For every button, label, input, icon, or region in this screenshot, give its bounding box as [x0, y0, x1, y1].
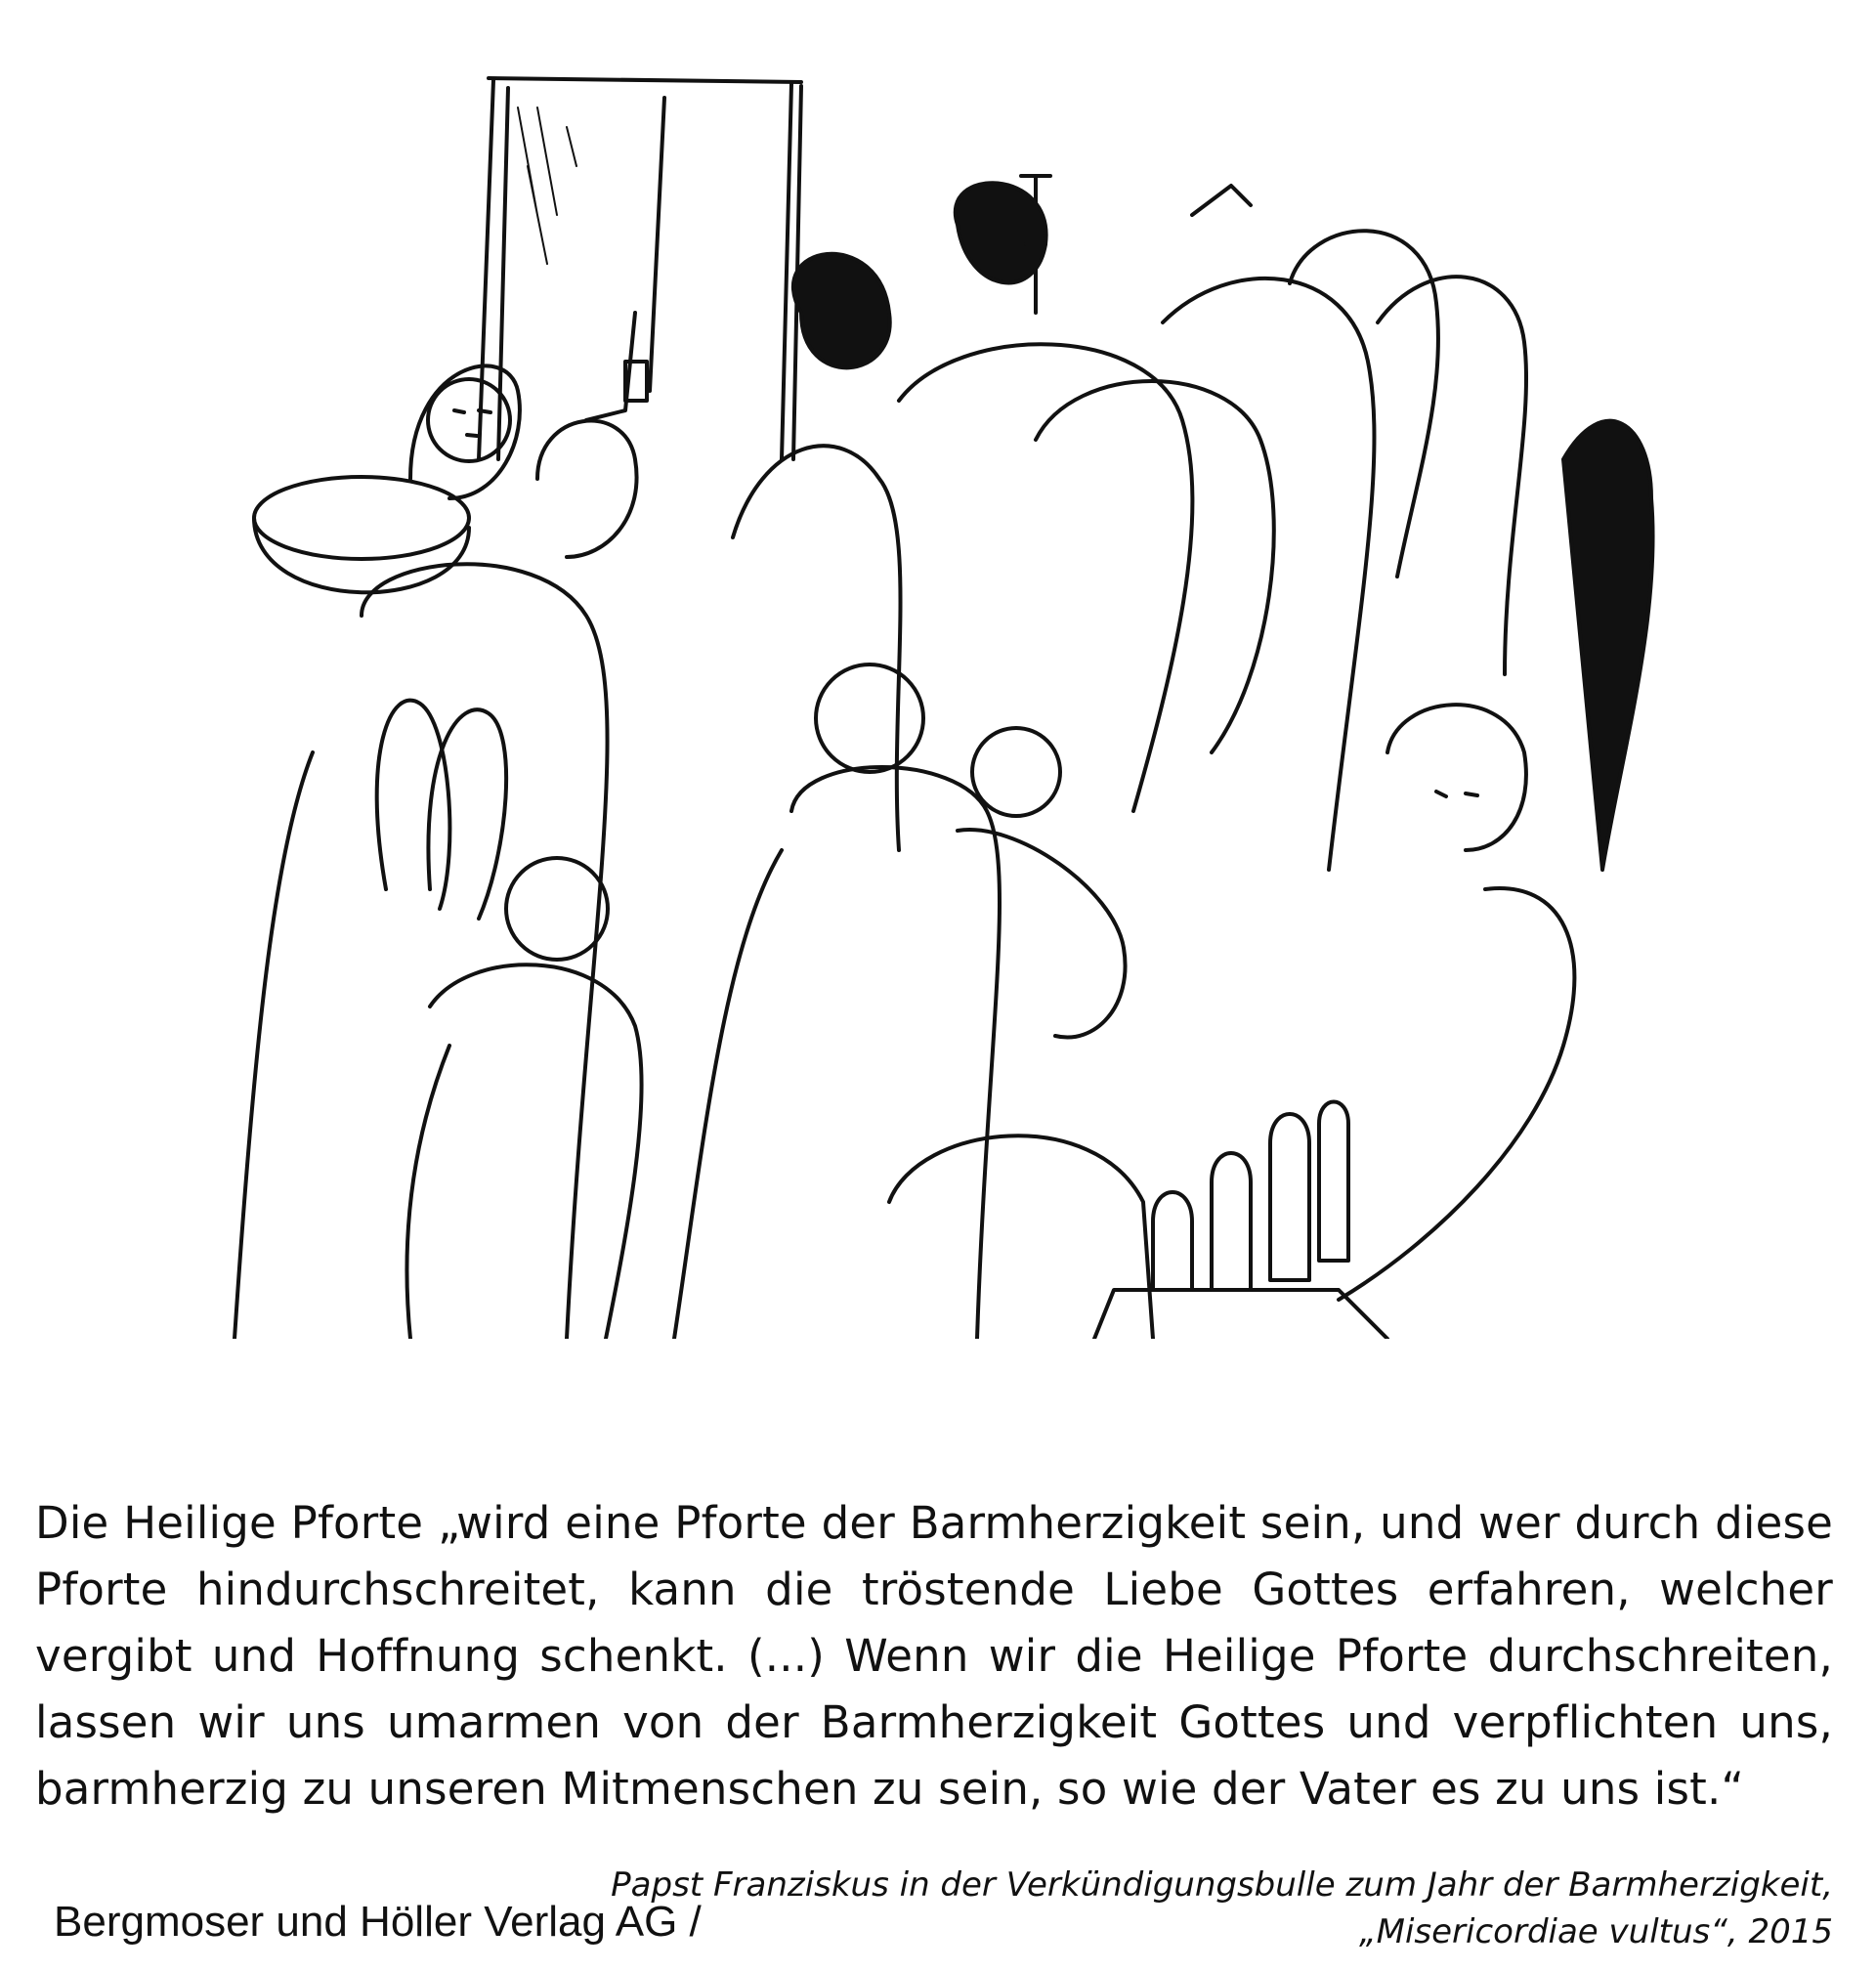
- door-drawing: [479, 78, 801, 459]
- quote-line: Die Heilige Pforte „wird eine Pforte der Barmherzigkeit sein, und wer durch diese: [35, 1497, 1833, 1549]
- attribution-line-1: Papst Franziskus in der Verkündigungsbulle zum Jahr der Barmherzigkeit,: [611, 1865, 1833, 1905]
- crowd-at-holy-door-illustration: [215, 68, 1749, 1339]
- quote-line: barmherzig zu unseren Mitmenschen zu sein, so wie der Vater es zu uns ist.“: [35, 1763, 1744, 1815]
- young-man-with-bottles-drawing: [1094, 705, 1574, 1339]
- person-center-drawing: [674, 664, 1153, 1339]
- publisher-credit: Bergmoser und Höller Verlag AG /: [54, 1898, 702, 1946]
- quote-attribution: [611, 1862, 1833, 1955]
- quote-text: [35, 1490, 1833, 1822]
- quote-line: Pforte hindurchschreitet, kann die tröstende Liebe Gottes erfahren, welcher: [35, 1564, 1833, 1615]
- quote-line: lassen wir uns umarmen von der Barmherzigkeit Gottes und verpflichten uns,: [35, 1696, 1833, 1748]
- attribution-line-2: „Misericordiae vultus“, 2015: [1359, 1912, 1833, 1951]
- quote-line: vergibt und Hoffnung schenkt. (...) Wenn wir die Heilige Pforte durchschreiten,: [35, 1630, 1833, 1682]
- crowd-drawing: [234, 176, 1653, 1339]
- child-with-bread-drawing: [377, 701, 642, 1339]
